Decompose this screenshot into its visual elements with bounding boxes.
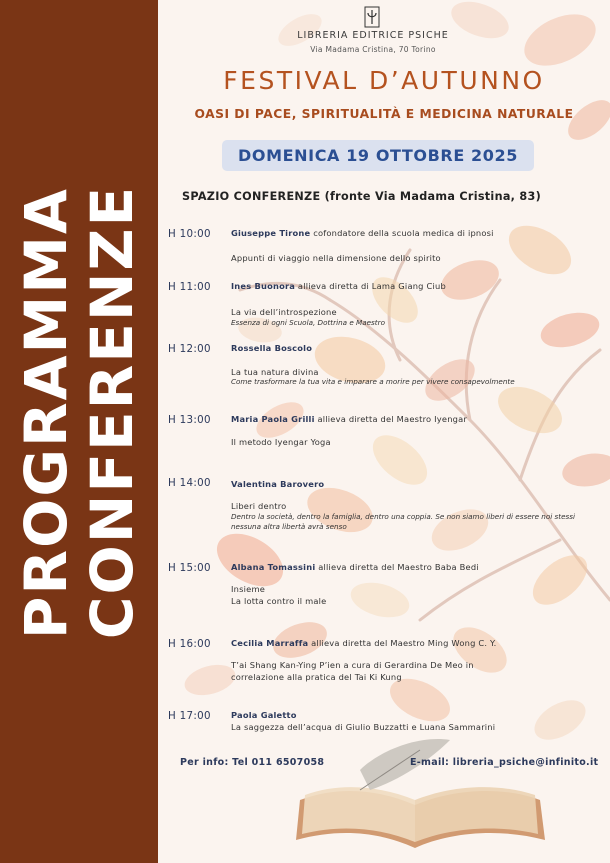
vertical-title-line2: CONFERENZE <box>78 184 146 640</box>
shop-name: LIBRERIA EDITRICE PSICHE <box>297 30 449 41</box>
speaker-role: allieva diretta del Maestro Baba Bedi <box>315 562 479 572</box>
speaker-role: allieva diretta di Lama Giang Ciub <box>295 281 446 291</box>
festival-subtitle: OASI DI PACE, SPIRITUALITÀ E MEDICINA NATURALE <box>194 107 574 121</box>
talk-title: Liberi dentro <box>231 501 287 511</box>
slot-time: H 12:00 <box>168 343 211 355</box>
talk-title: La tua natura divina <box>231 367 319 377</box>
slot-speaker-line <box>231 414 610 424</box>
slot-time: H 16:00 <box>168 638 211 650</box>
vertical-title <box>13 185 145 639</box>
talk-title: La via dell’introspezione <box>231 307 337 317</box>
speaker-name: Giuseppe Tirone <box>231 228 311 238</box>
speaker-role: allieva diretta del Maestro Iyengar <box>314 414 468 424</box>
sidebar-band <box>0 0 158 863</box>
talk-title: La saggezza dell’acqua di Giulio Buzzatti e Luana Sammarini <box>231 722 496 732</box>
slot-speaker-line <box>231 638 610 648</box>
slot-time: H 11:00 <box>168 281 211 293</box>
contact-phone: Per info: Tel 011 6507058 <box>180 757 325 768</box>
vertical-title-line1: PROGRAMMA <box>12 187 80 640</box>
slot-speaker-line <box>231 479 610 489</box>
talk-title: T’ai Shang Kan-Ying P’ien a cura di Gerardina De Meo in <box>231 660 474 670</box>
speaker-name: Ines Buonora <box>231 281 296 291</box>
slot-time: H 10:00 <box>168 228 211 240</box>
slot-time: H 15:00 <box>168 562 211 574</box>
event-date: DOMENICA 19 OTTOBRE 2025 <box>238 146 518 165</box>
speaker-role: cofondatore della scuola medica di ipnosi <box>310 228 494 238</box>
speaker-name: Rossella Boscolo <box>231 343 313 353</box>
talk-title-line2: correlazione alla pratica del Tai Ki Kung <box>231 672 402 682</box>
talk-subtitle: Come trasformare la tua vita e imparare a morire per vivere consapevolmente <box>231 377 515 386</box>
slot-time: H 14:00 <box>168 477 211 489</box>
speaker-name: Maria Paola Grilli <box>231 414 315 424</box>
bookshop-logo-icon <box>364 6 380 28</box>
shop-address: Via Madama Cristina, 70 Torino <box>310 45 436 54</box>
slot-speaker-line <box>231 562 610 572</box>
talk-title: Appunti di viaggio nella dimensione dello spirito <box>231 253 441 263</box>
speaker-role: allieva diretta del Maestro Ming Wong C. Y. <box>308 638 497 648</box>
slot-speaker-line <box>231 710 610 720</box>
talk-title: Insieme <box>231 584 266 594</box>
slot-time: H 13:00 <box>168 414 211 426</box>
festival-title: FESTIVAL D’AUTUNNO <box>223 66 545 95</box>
talk-title: Il metodo Iyengar Yoga <box>231 437 331 447</box>
main-content <box>158 0 610 863</box>
venue-heading: SPAZIO CONFERENZE (fronte Via Madama Cristina, 83) <box>182 190 542 203</box>
slot-speaker-line <box>231 343 610 353</box>
slot-time: H 17:00 <box>168 710 211 722</box>
speaker-name: Albana Tomassini <box>231 562 316 572</box>
speaker-name: Cecilia Marraffa <box>231 638 309 648</box>
slot-speaker-line <box>231 228 610 238</box>
contact-email: E-mail: libreria_psiche@infinito.it <box>410 757 599 768</box>
talk-title-line2: La lotta contro il male <box>231 596 327 606</box>
speaker-name: Paola Galetto <box>231 710 297 720</box>
talk-subtitle: Dentro la società, dentro la famiglia, dentro una coppia. Se non siamo liberi di essere noi stessi nessuna altra libertà avrà senso <box>231 512 575 531</box>
talk-subtitle: Essenza di ogni Scuola, Dottrina e Maestro <box>231 318 385 327</box>
speaker-name: Valentina Barovero <box>231 479 325 489</box>
slot-speaker-line <box>231 281 610 291</box>
